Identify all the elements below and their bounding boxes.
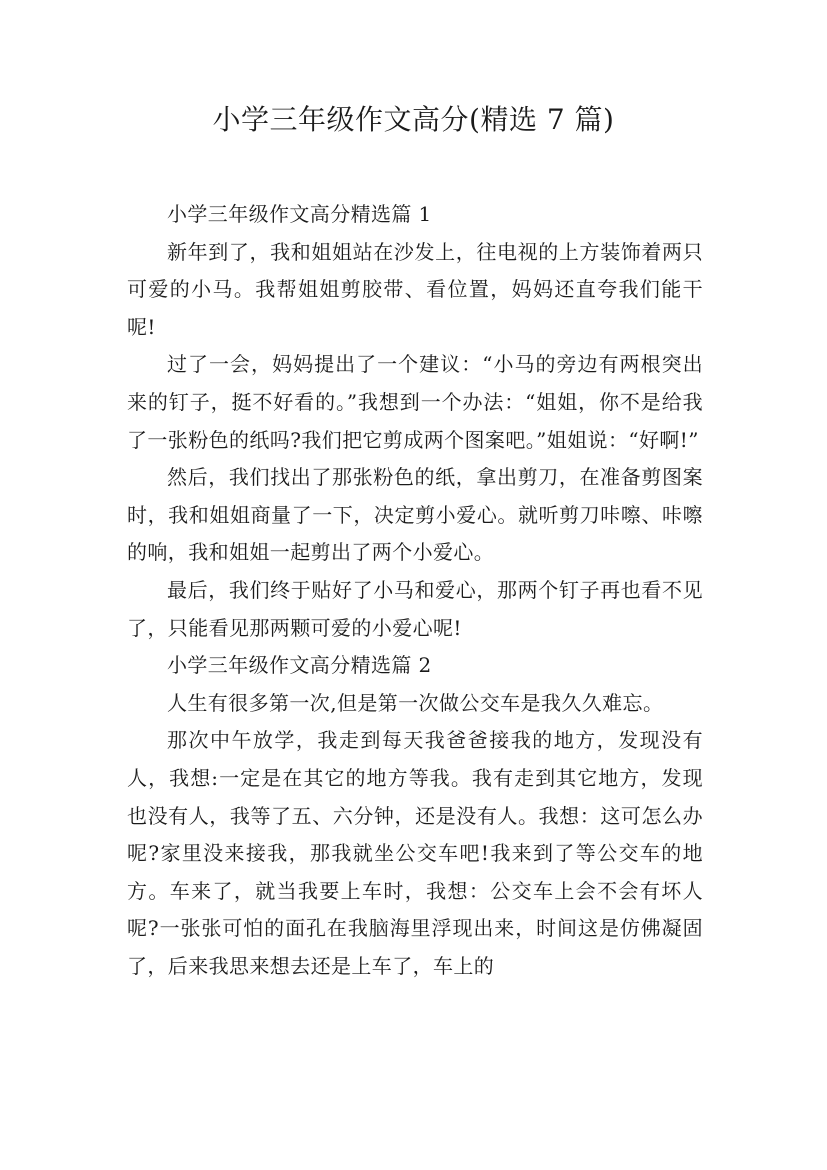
document-title: 小学三年级作文高分(精选 7 篇) (212, 103, 615, 136)
document-body (127, 196, 703, 985)
section-heading: 小学三年级作文高分精选篇 1 (167, 202, 432, 226)
paragraph: 过了一会，妈妈提出了一个建议：“小马的旁边有两根突出来的钉子，挺不好看的。”我想到一个办法：“姐姐，你不是给我了一张粉色的纸吗?我们把它剪成两个图案吧。”姐姐说：“好啊!” (127, 352, 703, 452)
paragraph: 最后，我们终于贴好了小马和爱心，那两个钉子再也看不见了，只能看见那两颗可爱的小爱心呢! (127, 577, 703, 640)
paragraph: 新年到了，我和姐姐站在沙发上，往电视的上方装饰着两只可爱的小马。我帮姐姐剪胶带、看位置，妈妈还直夸我们能干呢! (127, 239, 703, 339)
section-heading: 小学三年级作文高分精选篇 2 (167, 653, 432, 678)
paragraph: 然后，我们找出了那张粉色的纸，拿出剪刀，在准备剪图案时，我和姐姐商量了一下，决定剪小爱心。就听剪刀咔嚓、咔嚓的响，我和姐姐一起剪出了两个小爱心。 (127, 465, 703, 565)
paragraph: 那次中午放学，我走到每天我爸爸接我的地方，发现没有人，我想:一定是在其它的地方等我。我有走到其它地方，发现也没有人，我等了五、六分钟，还是没有人。我想：这可怎么办呢?家里没来接我，那我就坐公交车吧!我来到了等公交车的地方。车来了，就当我要上车时，我想：公交车上会不会有坏人呢?一张张可怕的面孔在我脑海里浮现出来，时间这是仿佛凝固了，后来我思来想去还是上车了，车上的 (127, 728, 703, 978)
paragraph: 人生有很多第一次,但是第一次做公交车是我久久难忘。 (167, 690, 664, 715)
